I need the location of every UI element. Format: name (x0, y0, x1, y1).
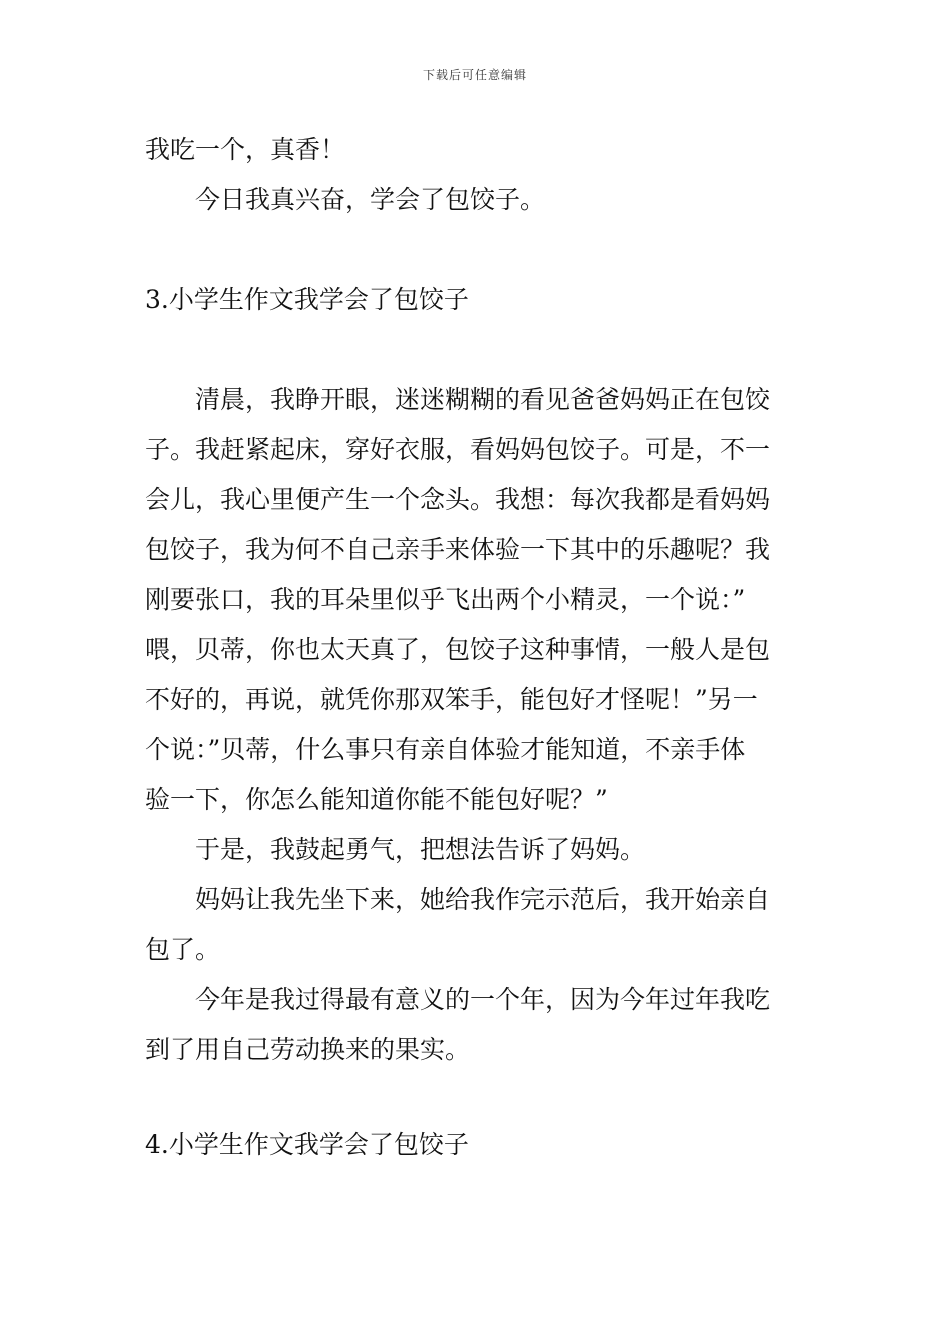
paragraph-line: 清晨，我睁开眼，迷迷糊糊的看见爸爸妈妈正在包饺 (195, 385, 771, 414)
paragraph-line: 个说：”贝蒂，什么事只有亲自体验才能知道，不亲手体 (145, 735, 746, 764)
page-header: 下载后可任意编辑 (422, 68, 527, 82)
section-4-title: 4.小学生作文我学会了包饺子 (145, 1130, 469, 1159)
paragraph-line: 包饺子，我为何不自己亲手来体验一下其中的乐趣呢？我 (145, 535, 771, 564)
paragraph-line: 刚要张口，我的耳朵里似乎飞出两个小精灵，一个说：” (145, 585, 746, 614)
paragraph-line: 妈妈让我先坐下来，她给我作完示范后，我开始亲自 (195, 885, 771, 914)
paragraph-line: 验一下，你怎么能知道你能不能包好呢？” (145, 785, 608, 814)
paragraph-line: 今年是我过得最有意义的一个年，因为今年过年我吃 (195, 985, 771, 1014)
paragraph-line: 到了用自己劳动换来的果实。 (145, 1035, 471, 1064)
paragraph-line: 不好的，再说，就凭你那双笨手，能包好才怪呢！”另一 (145, 685, 758, 714)
paragraph-line: 包了。 (145, 935, 221, 964)
paragraph-line: 会儿，我心里便产生一个念头。我想：每次我都是看妈妈 (145, 485, 771, 514)
paragraph-line: 喂，贝蒂，你也太天真了，包饺子这种事情，一般人是包 (145, 635, 771, 664)
paragraph-line: 今日我真兴奋，学会了包饺子。 (195, 185, 546, 214)
section-3-title: 3.小学生作文我学会了包饺子 (145, 285, 469, 314)
paragraph-line: 于是，我鼓起勇气，把想法告诉了妈妈。 (195, 835, 646, 864)
paragraph-line: 我吃一个，真香！ (145, 135, 346, 164)
paragraph-line: 子。我赶紧起床，穿好衣服，看妈妈包饺子。可是，不一 (145, 435, 771, 464)
